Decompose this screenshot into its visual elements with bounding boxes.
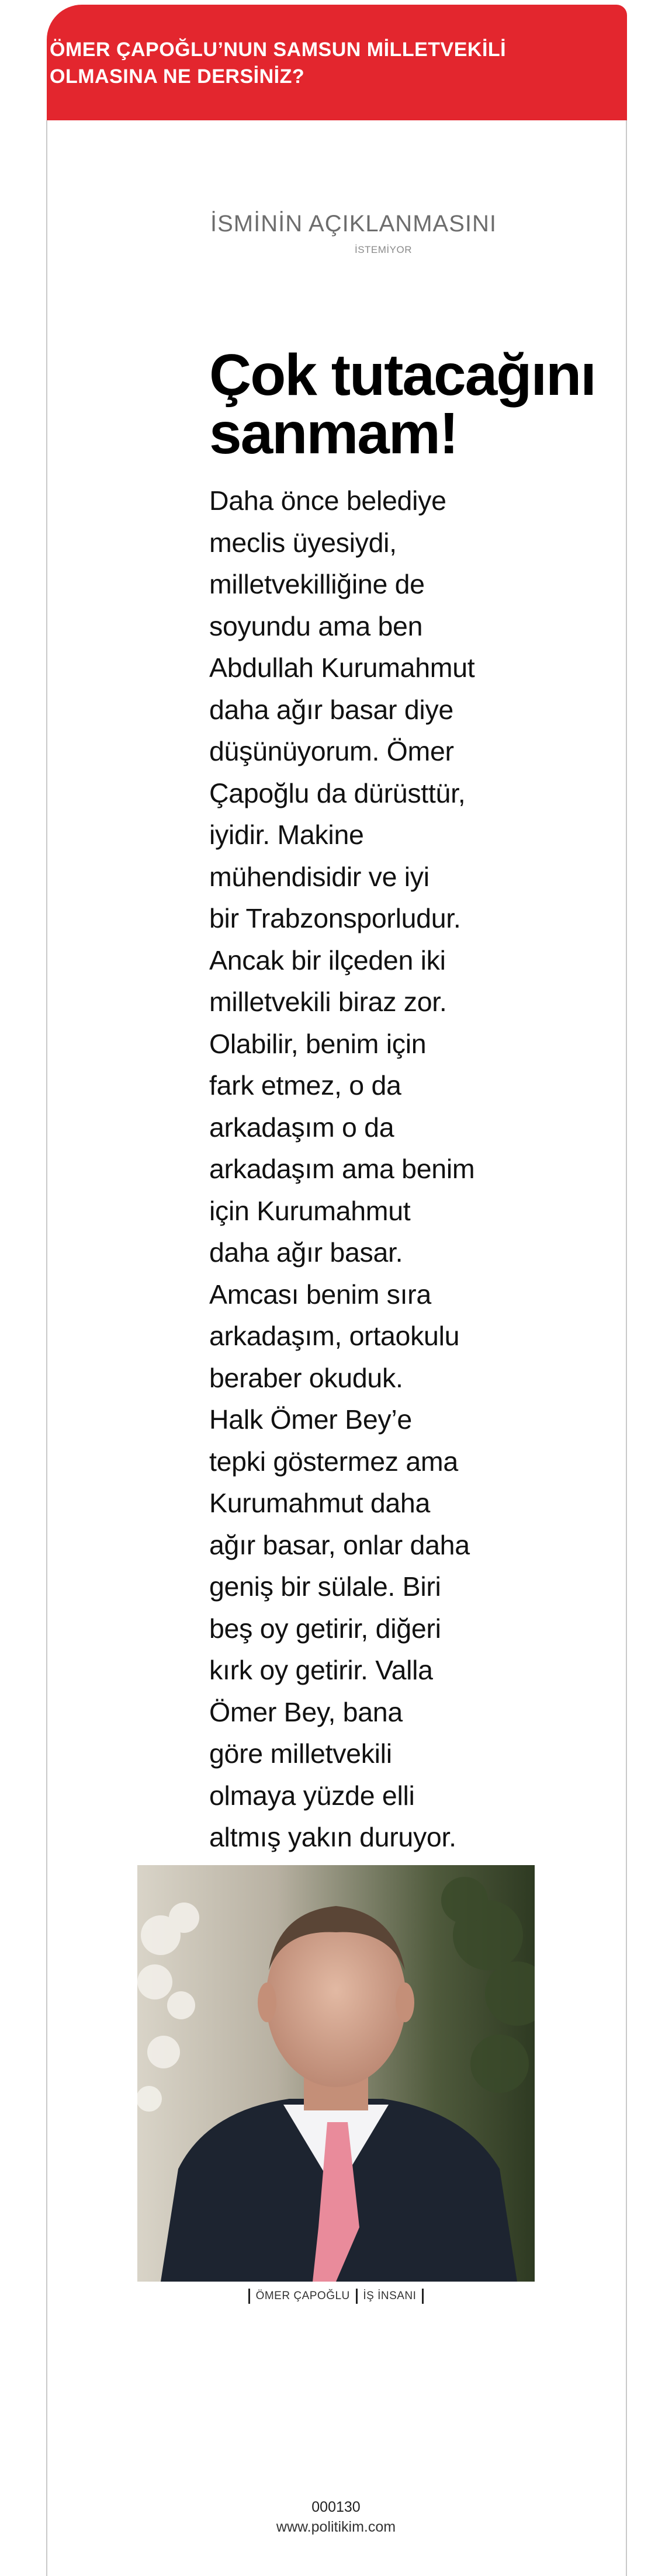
body-line: milletvekili biraz zor. [209, 987, 447, 1017]
source-subtitle: İSTEMİYOR [354, 244, 412, 255]
body-line: Çapoğlu da dürüsttür, [209, 777, 466, 808]
body-line: altmış yakın duruyor. [209, 1822, 456, 1852]
body-line: kırk oy getirir. Valla [209, 1655, 433, 1685]
article-headline [209, 342, 618, 466]
body-line: Abdullah Kurumahmut [209, 652, 475, 683]
headline-line: Çok tutacağını [209, 342, 595, 408]
caption-divider [356, 2289, 358, 2304]
body-line: fark etmez, o da [209, 1070, 401, 1100]
left-rule [46, 120, 47, 2576]
body-line: arkadaşım ama benim [209, 1154, 475, 1184]
body-line: Olabilir, benim için [209, 1028, 427, 1059]
body-line: arkadaşım o da [209, 1112, 394, 1143]
body-line: Ömer Bey, bana [209, 1696, 403, 1727]
caption-role: İŞ İNSANI [363, 2290, 417, 2303]
body-line: için Kurumahmut [209, 1195, 411, 1226]
body-line: soyundu ama ben [209, 610, 423, 641]
body-line: daha ağır basar. [209, 1237, 403, 1268]
body-line: tepki göstermez ama [209, 1446, 458, 1477]
body-line: olmaya yüzde elli [209, 1780, 415, 1811]
article-body [209, 480, 475, 1859]
body-line: Daha önce belediye [209, 485, 446, 516]
body-line: bir Trabzonsporludur. [209, 903, 461, 933]
source-name: İSMİNİN AÇIKLANMASINI [210, 211, 497, 237]
body-line: daha ağır basar diye [209, 694, 453, 725]
caption-divider [422, 2289, 424, 2304]
body-line: meclis üyesiydi, [209, 527, 397, 558]
body-line: beş oy getirir, diğeri [209, 1613, 441, 1644]
body-line: Halk Ömer Bey’e [209, 1404, 412, 1435]
photo-caption [0, 2289, 672, 2304]
page-number: 000130 [311, 2499, 361, 2515]
body-line: Ancak bir ilçeden iki [209, 945, 446, 975]
body-line: Amcası benim sıra [209, 1279, 431, 1310]
body-line: beraber okuduk. [209, 1362, 403, 1393]
right-rule [626, 120, 627, 2576]
body-line: iyidir. Makine [209, 820, 364, 850]
portrait-photo [137, 1865, 535, 2282]
body-line: mühendisidir ve iyi [209, 861, 429, 892]
banner-title: ÖMER ÇAPOĞLU’NUN SAMSUN MİLLETVEKİLİ OLMASINA NE DERSİNİZ? [50, 39, 507, 88]
body-line: Kurumahmut daha [209, 1488, 431, 1518]
body-line: geniş bir sülale. Biri [209, 1571, 441, 1602]
body-line: milletvekilliğine de [209, 569, 425, 599]
body-line: düşünüyorum. Ömer [209, 736, 454, 766]
body-line: ağır basar, onlar daha [209, 1529, 470, 1560]
caption-divider [248, 2289, 250, 2304]
body-line: göre milletvekili [209, 1738, 392, 1769]
footer-url: www.politikim.com [276, 2519, 396, 2535]
body-line: arkadaşım, ortaokulu [209, 1321, 460, 1351]
caption-name: ÖMER ÇAPOĞLU [255, 2290, 350, 2303]
headline-line: sanmam! [209, 401, 458, 466]
